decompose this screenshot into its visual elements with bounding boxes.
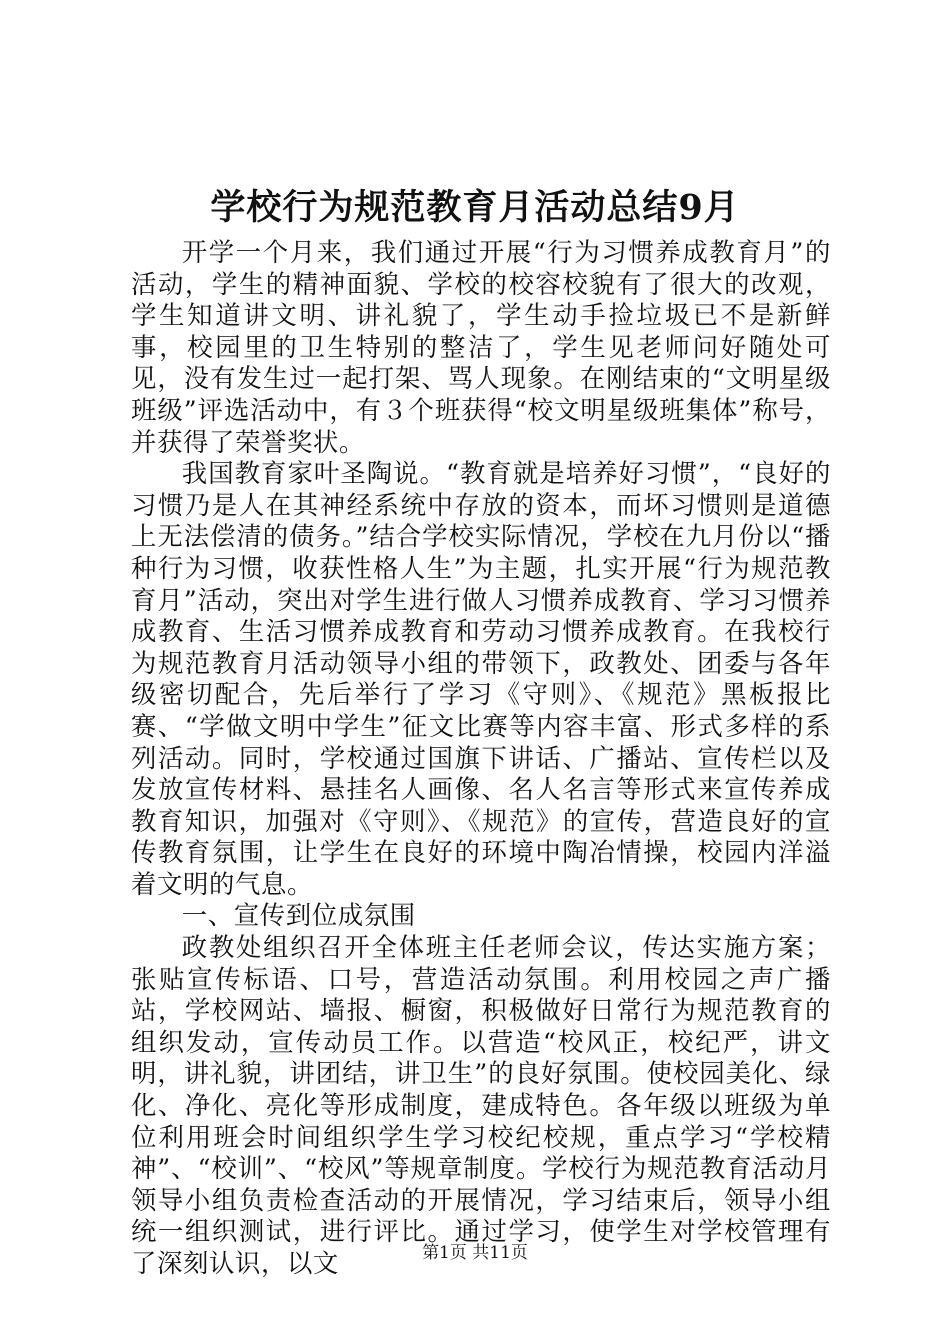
- document-body: [131, 237, 831, 1280]
- paragraph-background: 我国教育家叶圣陶说。“教育就是培养好习惯”，“良好的习惯乃是人在其神经系统中存放的资本，而坏习惯则是道德上无法偿清的债务。”结合学校实际情况，学校在九月份以“播种行为习惯，收获性格人生”为主题，扎实开展“行为规范教育月”活动，突出对学生进行做人习惯养成教育、学习习惯养成教育、生活习惯养成教育和劳动习惯养成教育。在我校行为规范教育月活动领导小组的带领下，政教处、团委与各年级密切配合，先后举行了学习《守则》、《规范》黑板报比赛、“学做文明中学生”征文比赛等内容丰富、形式多样的系列活动。同时，学校通过国旗下讲话、广播站、宣传栏以及发放宣传材料、悬挂名人画像、名人名言等形式来宣传养成教育知识，加强对《守则》、《规范》的宣传，营造良好的宣传教育氛围，让学生在良好的环境中陶冶情操，校园内洋溢着文明的气息。: [131, 458, 831, 899]
- page-footer: 第1页 共11页: [422, 1243, 528, 1263]
- paragraph-intro: 开学一个月来，我们通过开展“行为习惯养成教育月”的活动，学生的精神面貌、学校的校容校貌有了很大的改观，学生知道讲文明、讲礼貌了，学生动手捡垃圾已不是新鲜事，校园里的卫生特别的整洁了，学生见老师问好随处可见，没有发生过一起打架、骂人现象。在刚结束的“文明星级班级”评选活动中，有３个班获得“校文明星级班集体”称号，并获得了荣誉奖状。: [131, 237, 831, 457]
- document-title: 学校行为规范教育月活动总结9月: [210, 187, 740, 228]
- section-heading: 一、宣传到位成氛围: [181, 900, 416, 931]
- paragraph-section-one: 政教处组织召开全体班主任老师会议，传达实施方案；张贴宣传标语、口号，营造活动氛围。利用校园之声广播站，学校网站、墙报、橱窗，积极做好日常行为规范教育的组织发动，宣传动员工作。以营造“校风正，校纪严，讲文明，讲礼貌，讲团结，讲卫生”的良好氛围。使校园美化、绿化、净化、亮化等形成制度，建成特色。各年级以班级为单位利用班会时间组织学生学习校纪校规，重点学习“学校精神”、“校训”、“校风”等规章制度。学校行为规范教育活动月领导小组负责检查活动的开展情况，学习结束后，领导小组统一组织测试，进行评比。通过学习，使学生对学校管理有了深刻认识，以文: [131, 932, 831, 1278]
